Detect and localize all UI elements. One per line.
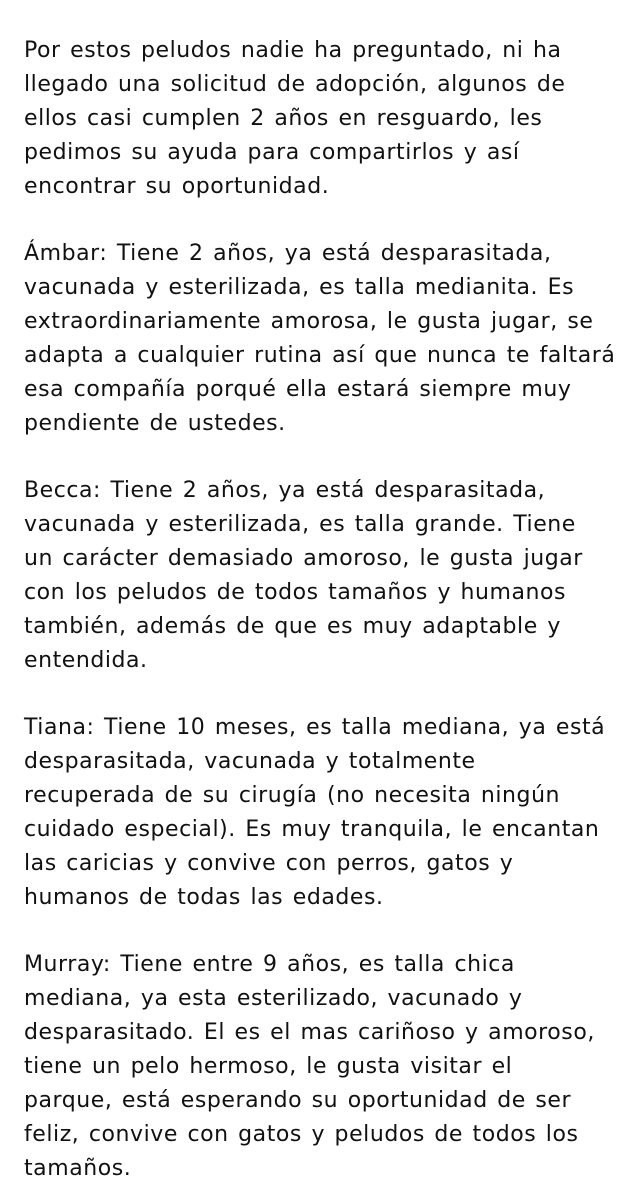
ambar-paragraph: [24, 237, 624, 441]
text-line: Becca: Tiene 2 años, ya está desparasitada,: [24, 478, 546, 503]
text-line: Tiana: Tiene 10 meses, es talla mediana, ya está: [24, 715, 606, 740]
text-line: Murray: Tiene entre 9 años, es talla chica: [24, 952, 515, 977]
text-line: entendida.: [24, 648, 148, 673]
text-line: mediana, ya esta esterilizado, vacunado y: [24, 986, 523, 1011]
text-line: Por estos peludos nadie ha preguntado, ni ha: [24, 38, 562, 63]
text-line: pendiente de ustedes.: [24, 411, 286, 436]
text-line: con los peludos de todos tamaños y humanos: [24, 580, 567, 605]
text-line: vacunada y esterilizada, es talla medianita. Es: [24, 275, 575, 300]
text-line: feliz, convive con gatos y peludos de todos los: [24, 1122, 579, 1147]
text-line: llegado una solicitud de adopción, algunos de: [24, 72, 566, 97]
text-line: tiene un pelo hermoso, le gusta visitar el: [24, 1054, 513, 1079]
murray-paragraph: [24, 948, 624, 1186]
text-line: también, además de que es muy adaptable y: [24, 614, 561, 639]
text-line: extraordinariamente amorosa, le gusta jugar, se: [24, 309, 594, 334]
text-line: un carácter demasiado amoroso, le gusta jugar: [24, 546, 583, 571]
tiana-paragraph: [24, 711, 624, 915]
text-line: ellos casi cumplen 2 años en resguardo, les: [24, 106, 543, 131]
text-line: cuidado especial). Es muy tranquila, le encantan: [24, 817, 600, 842]
text-line: esa compañía porqué ella estará siempre muy: [24, 377, 572, 402]
text-line: desparasitada, vacunada y totalmente: [24, 749, 476, 774]
intro-paragraph: [24, 34, 624, 204]
text-line: vacunada y esterilizada, es talla grande. Tiene: [24, 512, 576, 537]
text-line: adapta a cualquier rutina así que nunca te faltará: [24, 343, 616, 368]
text-line: encontrar su oportunidad.: [24, 174, 330, 199]
text-line: humanos de todas las edades.: [24, 885, 384, 910]
text-line: pedimos su ayuda para compartirlos y así: [24, 140, 520, 165]
becca-paragraph: [24, 474, 624, 678]
text-line: parque, está esperando su oportunidad de ser: [24, 1088, 572, 1113]
text-line: Ámbar: Tiene 2 años, ya está desparasitada,: [24, 241, 552, 266]
text-line: recuperada de su cirugía (no necesita ningún: [24, 783, 561, 808]
text-line: desparasitado. El es el mas cariñoso y amoroso,: [24, 1020, 595, 1045]
text-line: las caricias y convive con perros, gatos y: [24, 851, 514, 876]
text-line: tamaños.: [24, 1156, 132, 1181]
